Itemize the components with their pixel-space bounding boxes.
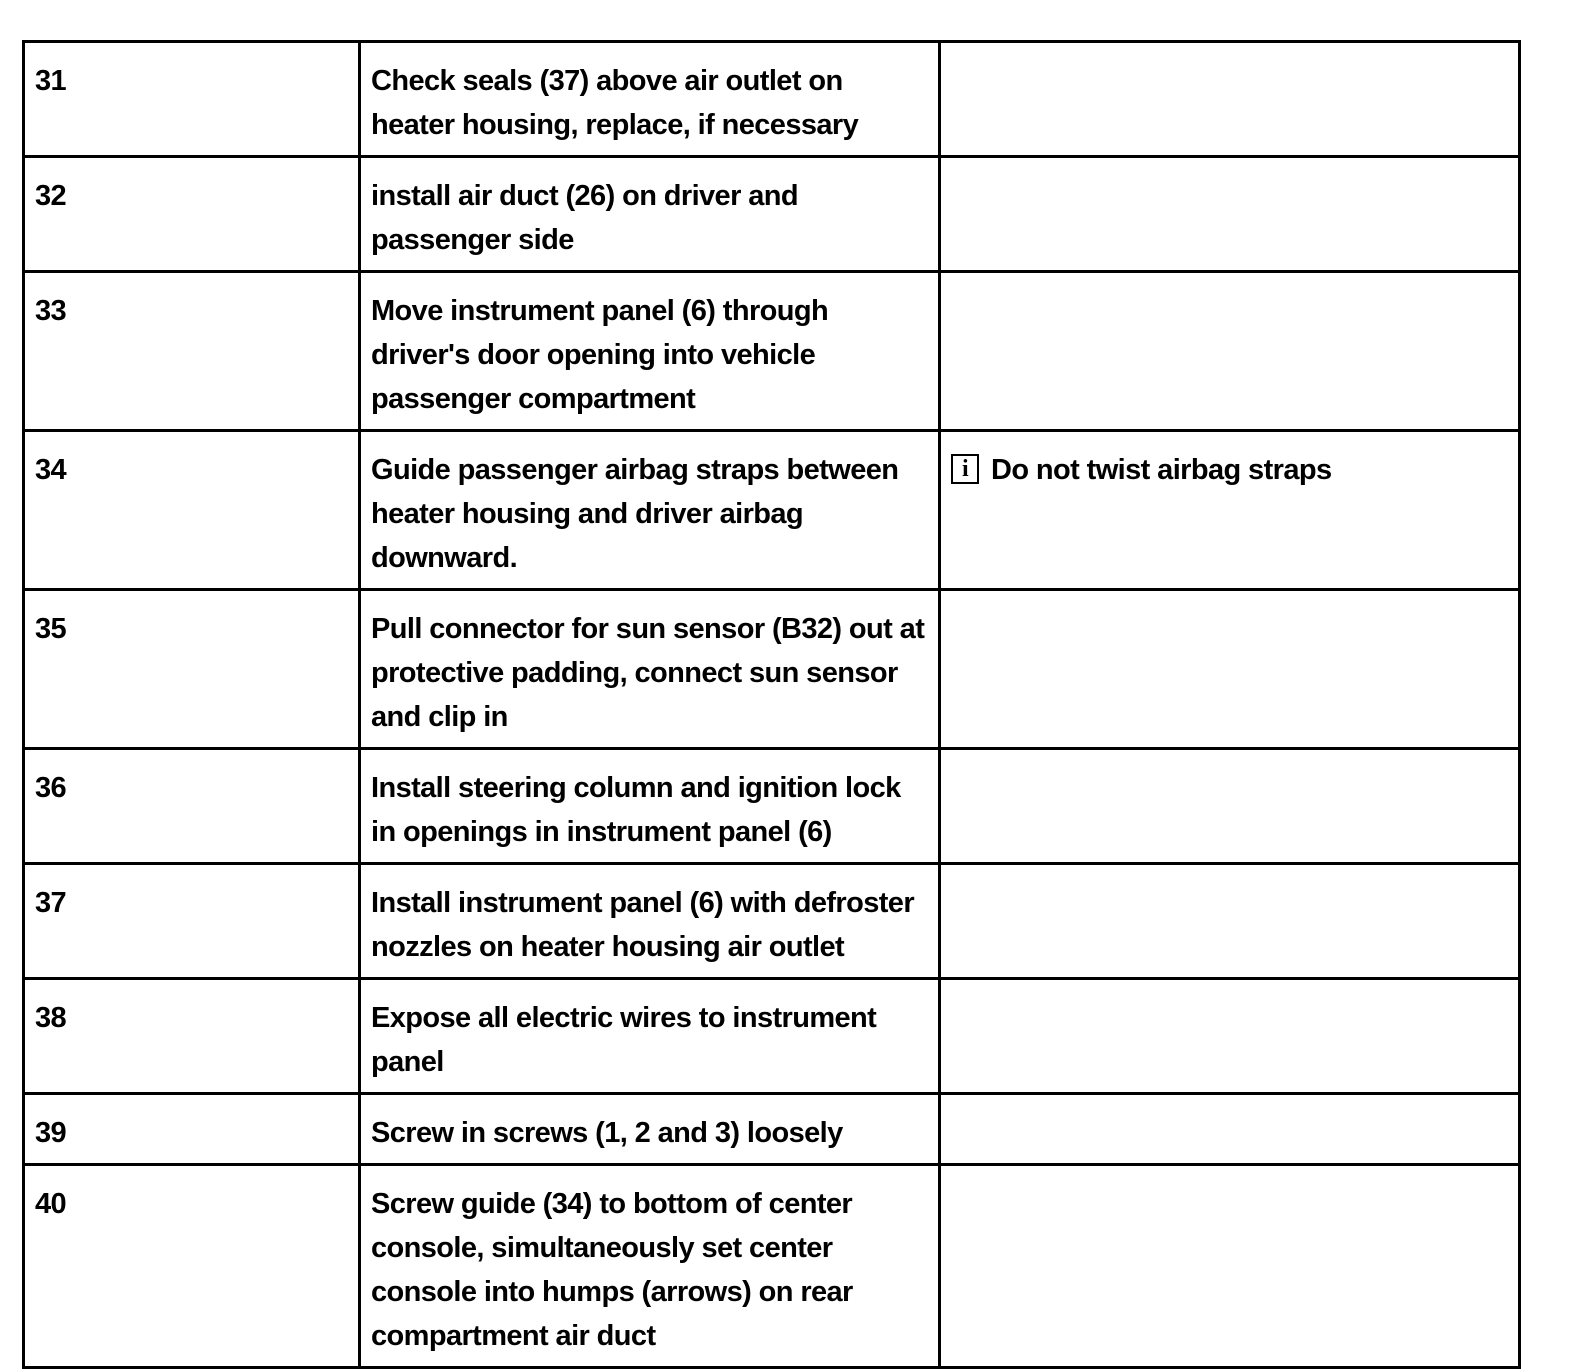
- table-row: [24, 749, 1520, 864]
- step-number: 40: [24, 1165, 360, 1368]
- step-number: 35: [24, 590, 360, 749]
- table-row: [24, 272, 1520, 431]
- procedure-table-body: [24, 42, 1520, 1368]
- step-note: [940, 157, 1520, 272]
- table-row: [24, 42, 1520, 157]
- step-action: Check seals (37) above air outlet on heater housing, replace, if necessary: [360, 42, 940, 157]
- step-action: Screw guide (34) to bottom of center console, simultaneously set center console into humps (arrows) on rear compartment air duct: [360, 1165, 940, 1368]
- table-row: [24, 431, 1520, 590]
- step-action: Install instrument panel (6) with defroster nozzles on heater housing air outlet: [360, 864, 940, 979]
- step-number: 32: [24, 157, 360, 272]
- step-action: Expose all electric wires to instrument panel: [360, 979, 940, 1094]
- step-note: [940, 42, 1520, 157]
- step-note: [940, 272, 1520, 431]
- step-note: [940, 1094, 1520, 1165]
- step-action: install air duct (26) on driver and passenger side: [360, 157, 940, 272]
- procedure-table: [22, 40, 1521, 1369]
- info-icon: i: [951, 454, 979, 484]
- step-note: Do not twist airbag straps: [991, 454, 1332, 486]
- table-row: [24, 590, 1520, 749]
- table-row: [24, 1165, 1520, 1368]
- table-row: [24, 157, 1520, 272]
- step-note: [940, 1165, 1520, 1368]
- step-number: 38: [24, 979, 360, 1094]
- step-note-cell: [940, 431, 1520, 590]
- step-number: 31: [24, 42, 360, 157]
- step-action: Pull connector for sun sensor (B32) out at protective padding, connect sun sensor and clip in: [360, 590, 940, 749]
- step-note: [940, 749, 1520, 864]
- step-number: 34: [24, 431, 360, 590]
- step-action: Guide passenger airbag straps between heater housing and driver airbag downward.: [360, 431, 940, 590]
- note-wrap: [951, 448, 1508, 492]
- step-number: 33: [24, 272, 360, 431]
- step-action: Install steering column and ignition lock in openings in instrument panel (6): [360, 749, 940, 864]
- step-note: [940, 864, 1520, 979]
- table-row: [24, 1094, 1520, 1165]
- step-note: [940, 590, 1520, 749]
- step-action: Move instrument panel (6) through driver's door opening into vehicle passenger compartment: [360, 272, 940, 431]
- table-row: [24, 979, 1520, 1094]
- table-row: [24, 864, 1520, 979]
- step-action: Screw in screws (1, 2 and 3) loosely: [360, 1094, 940, 1165]
- step-number: 36: [24, 749, 360, 864]
- step-number: 39: [24, 1094, 360, 1165]
- step-number: 37: [24, 864, 360, 979]
- step-note: [940, 979, 1520, 1094]
